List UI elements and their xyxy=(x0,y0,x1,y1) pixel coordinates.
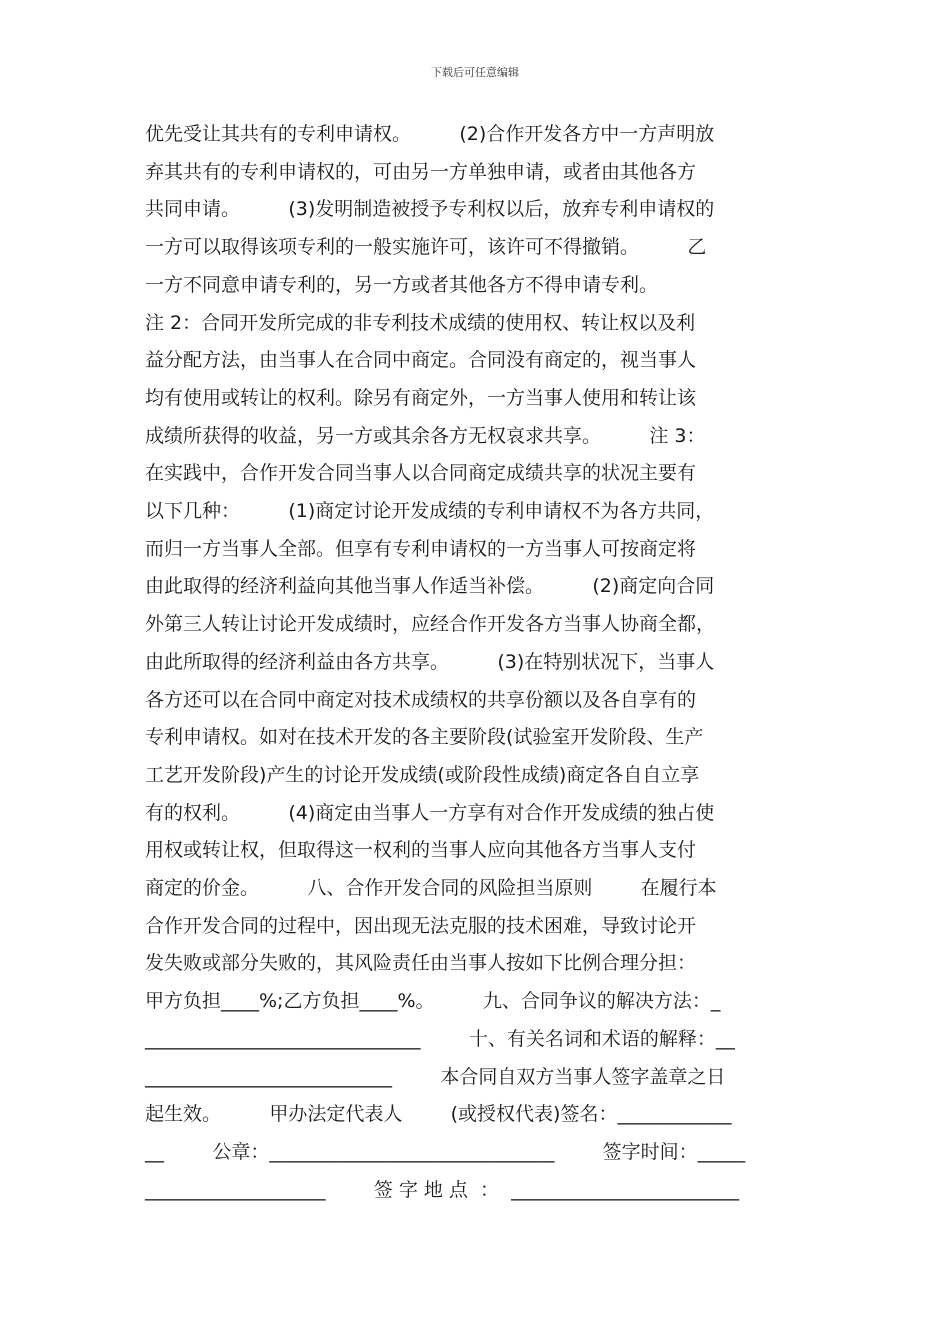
text-line: ___________________ 签 字 地 点 ： ________________________ xyxy=(145,1178,740,1201)
text-line: 合作开发合同的过程中，因出现无法克服的技术困难，导致讨论开 xyxy=(145,914,697,937)
text-line: 优先受让其共有的专利申请权。 (2)合作开发各方中一方声明放 xyxy=(145,123,715,145)
text-line: __ 公章：______________________________ 签字时间：_____ xyxy=(145,1140,746,1163)
text-line: 一方不同意申请专利的，另一方或者其他各方不得申请专利。 xyxy=(145,273,659,296)
text-line: 有的权利。 (4)商定由当事人一方享有对合作开发成绩的独占使 xyxy=(145,801,715,824)
text-line: __________________________ 本合同自双方当事人签字盖章之日 xyxy=(145,1065,726,1088)
text-line: 工艺开发阶段)产生的讨论开发成绩(或阶段性成绩)商定各自自立享 xyxy=(145,763,700,786)
text-line: 一方可以取得该项专利的一般实施许可，该许可不得撤销。 乙 xyxy=(145,236,707,259)
text-line: 用权或转让权，但取得这一权利的当事人应向其他各方当事人支付 xyxy=(145,839,697,862)
text-line: 起生效。 甲办法定代表人 (或授权代表)签名：____________ xyxy=(145,1103,732,1126)
text-line: 均有使用或转让的权利。除另有商定外，一方当事人使用和转让该 xyxy=(145,386,697,409)
text-line: 发失败或部分失败的，其风险责任由当事人按如下比例合理分担： xyxy=(145,952,697,975)
text-line: 以下几种： (1)商定讨论开发成绩的专利申请权不为各方共同， xyxy=(145,500,715,522)
text-line: 外第三人转让讨论开发成绩时，应经合作开发各方当事人协商全都， xyxy=(145,613,716,636)
text-line: 注 2：合同开发所完成的非专利技术成绩的使用权、转让权以及利 xyxy=(145,311,696,334)
text-line: 甲方负担____%;乙方负担____%。 九、合同争议的解决方法：_ xyxy=(145,990,721,1013)
text-line: 共同申请。 (3)发明制造被授予专利权以后，放弃专利申请权的 xyxy=(145,198,715,221)
text-line: 商定的价金。 八、合作开发合同的风险担当原则 在履行本 xyxy=(145,877,717,899)
text-line: 益分配方法，由当事人在合同中商定。合同没有商定的，视当事人 xyxy=(145,349,697,372)
text-line: 各方还可以在合同中商定对技术成绩权的共享份额以及各自享有的 xyxy=(145,688,697,711)
text-line: 专利申请权。如对在技术开发的各主要阶段(试验室开发阶段、生产 xyxy=(145,726,704,749)
text-line: 由此所取得的经济利益由各方共享。 (3)在特别状况下，当事人 xyxy=(145,650,715,673)
page-header: 下载后可任意编辑 xyxy=(431,66,519,79)
text-line: 成绩所获得的收益，另一方或其余各方无权哀求共享。 注 3： xyxy=(145,424,706,447)
text-line: 在实践中，合作开发合同当事人以合同商定成绩共享的状况主要有 xyxy=(145,462,697,485)
text-line: 而归一方当事人全部。但享有专利申请权的一方当事人可按商定将 xyxy=(145,537,697,560)
text-line: 弃其共有的专利申请权的，可由另一方单独申请，或者由其他各方 xyxy=(145,160,697,183)
text-line: 由此取得的经济利益向其他当事人作适当补偿。 (2)商定向合同 xyxy=(145,575,715,598)
text-line: _____________________________ 十、有关名词和术语的解释：__ xyxy=(145,1027,735,1050)
